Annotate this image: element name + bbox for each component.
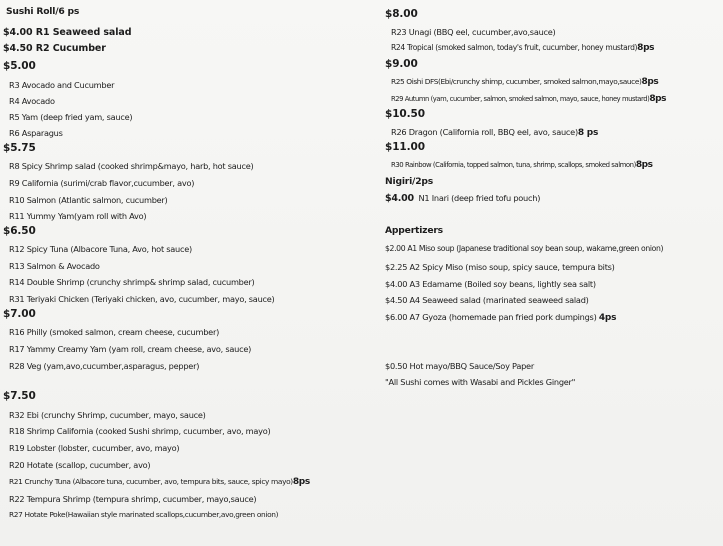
menu-item-r8: R8 Spicy Shrimp salad (cooked shrimp&mayo, harb, hot sauce) [9, 161, 254, 171]
menu-item-r21-count: 8ps [292, 477, 310, 487]
menu-item-r18: R18 Shrimp California (cooked Sushi shrimp, cucumber, avo, mayo) [9, 426, 271, 436]
nigiri-heading: Nigiri/2ps [385, 176, 434, 187]
menu-item-r30 [391, 159, 653, 171]
sushi-roll-heading: Sushi Roll/6 ps [6, 6, 80, 17]
menu-item-r4: R4 Avocado [9, 96, 55, 106]
menu-item-r5: R5 Yam (deep fried yam, sauce) [9, 112, 133, 122]
menu-item-r20: R20 Hotate (scallop, cucumber, avo) [9, 460, 151, 470]
price-heading-10-50: $10.50 [385, 108, 425, 120]
menu-item-r26-count: 8 ps [577, 128, 599, 138]
menu-item-r29 [391, 93, 666, 105]
menu-item-r25 [391, 76, 658, 88]
menu-item-r24-count: 8ps [637, 43, 655, 53]
menu-item-r29-count: 8ps [649, 94, 667, 104]
price-heading-5-75: $5.75 [3, 142, 36, 154]
menu-item-r19: R19 Lobster (lobster, cucumber, avo, mayo) [9, 443, 180, 453]
menu-item-r11: R11 Yummy Yam(yam roll with Avo) [9, 211, 147, 221]
menu-item-r9: R9 California (surimi/crab flavor,cucumber, avo) [9, 178, 195, 188]
menu-item-r24-text: R24 Tropical (smoked salmon, today's fruit, cucumber, honey mustard) [391, 43, 638, 52]
menu-item-a7 [385, 311, 616, 324]
menu-item-a3: $4.00 A3 Edamame (Boiled soy beans, lightly sea salt) [385, 279, 596, 289]
menu-item-r12: R12 Spicy Tuna (Albacore Tuna, Avo, hot sauce) [9, 244, 192, 254]
menu-item-a2: $2.25 A2 Spicy Miso (miso soup, spicy sauce, tempura bits) [385, 262, 615, 272]
menu-item-a4: $4.50 A4 Seaweed salad (marinated seaweed salad) [385, 295, 589, 305]
menu-item-r31: R31 Teriyaki Chicken (Teriyaki chicken, avo, cucumber, mayo, sauce) [9, 294, 275, 304]
appetizers-heading: Appertizers [385, 225, 443, 236]
menu-item-r24 [391, 42, 654, 54]
price-heading-9-00: $9.00 [385, 58, 418, 70]
price-heading-7-00: $7.00 [3, 308, 36, 320]
menu-item-a1: $2.00 A1 Miso soup (Japanese traditional soy bean soup, wakame,green onion) [385, 244, 664, 253]
extras-line: $0.50 Hot mayo/BBQ Sauce/Soy Paper [385, 361, 534, 371]
menu-item-r25-count: 8ps [641, 77, 659, 87]
menu-line-r2: $4.50 R2 Cucumber [3, 43, 106, 54]
price-heading-8-00: $8.00 [385, 8, 418, 20]
footnote: "All Sushi comes with Wasabi and Pickles Ginger" [385, 377, 576, 387]
menu-item-r32: R32 Ebi (crunchy Shrimp, cucumber, mayo, sauce) [9, 410, 206, 420]
menu-item-r28: R28 Veg (yam,avo,cucumber,asparagus, pepper) [9, 361, 200, 371]
menu-item-r27: R27 Hotate Poke(Hawaiian style marinated scallops,cucumber,avo,green onion) [9, 510, 279, 519]
price-heading-6-50: $6.50 [3, 225, 36, 237]
menu-item-a7-text: $6.00 A7 Gyoza (homemade pan fried pork dumpings) [385, 312, 597, 322]
menu-item-a7-count: 4ps [598, 313, 617, 323]
nigiri-price: $4.00 [385, 193, 414, 204]
menu-item-r29-text: R29 Autumn (yam, cucumber, salmon, smoked salmon, mayo, sauce, honey mustard) [391, 95, 650, 103]
menu-item-n1-text: N1 Inari (deep fried tofu pouch) [418, 193, 541, 203]
price-heading-7-50: $7.50 [3, 390, 36, 402]
menu-item-r26-text: R26 Dragon (California roll, BBQ eel, avo, sauce) [391, 127, 578, 137]
menu-item-r21 [9, 476, 310, 488]
menu-item-r17: R17 Yammy Creamy Yam (yam roll, cream cheese, avo, sauce) [9, 344, 252, 354]
menu-item-r22: R22 Tempura Shrimp (tempura shrimp, cucumber, mayo,sauce) [9, 494, 257, 504]
menu-item-r26 [391, 126, 598, 139]
price-heading-11-00: $11.00 [385, 141, 425, 153]
menu-item-r23: R23 Unagi (BBQ eel, cucumber,avo,sauce) [391, 27, 556, 37]
menu-item-r16: R16 Philly (smoked salmon, cream cheese, cucumber) [9, 327, 220, 337]
menu-item-r25-text: R25 Oishi DFS(Ebi/crunchy shimp, cucumber, smoked salmon,mayo,sauce) [391, 77, 642, 86]
menu-line-r1: $4.00 R1 Seaweed salad [3, 27, 132, 38]
menu-item-n1 [385, 192, 540, 205]
menu-item-r30-count: 8ps [635, 160, 653, 170]
menu-item-r30-text: R30 Rainbow (California, topped salmon, tuna, shrimp, scallops, smoked salmon) [391, 161, 636, 169]
menu-item-r6: R6 Asparagus [9, 128, 63, 138]
menu-item-r14: R14 Double Shrimp (crunchy shrimp& shrimp salad, cucumber) [9, 277, 255, 287]
menu-item-r13: R13 Salmon & Avocado [9, 261, 100, 271]
menu-item-r3: R3 Avocado and Cucumber [9, 80, 115, 90]
menu-item-r10: R10 Salmon (Atlantic salmon, cucumber) [9, 195, 168, 205]
menu-item-r21-text: R21 Crunchy Tuna (Albacore tuna, cucumber, avo, tempura bits, sauce, spicy mayo) [9, 477, 293, 486]
price-heading-5-00: $5.00 [3, 60, 36, 72]
